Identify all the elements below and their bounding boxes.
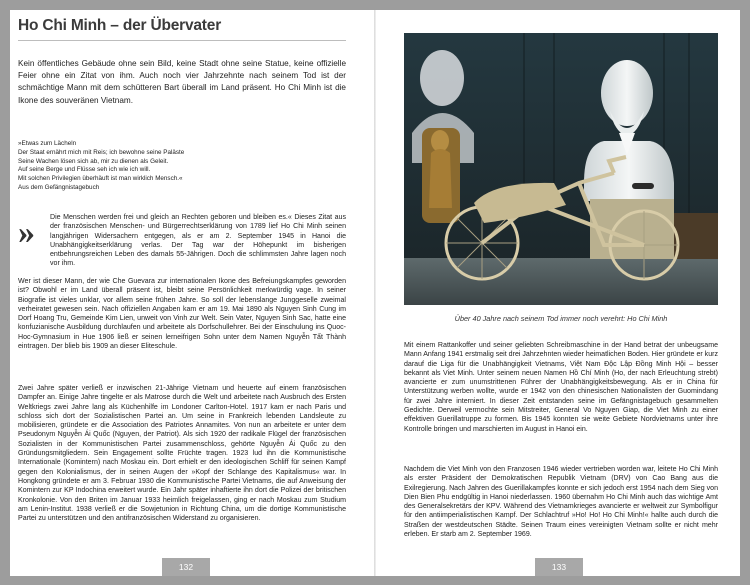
poem-line: Mit solchen Privilegien überhäuft ist man wirklich Mensch.« (18, 175, 183, 183)
body-paragraph-4: Mit einem Rattankoffer und seiner geliebten Schreibmaschine in der Hand betrat der unbeugsame Mann Anfang 1941 erstmalig seit drei Jahrzehnten wieder heimatlichen Boden. Hier gründete er kurz darauf die Liga für die Unabhängigkeit Vietnams, Việt Nam Độc Lập Đồng Minh Hội – besser bekannt als Viet Minh. Unter seinem neuen Namen Hồ Chí Minh (Ho, der nach Erleuchtung strebt) avancierte er zum unumstrittenen Führer der Unabhängigkeitsbewegung. Als er in China für Unterstützung werben wollte, wurde er 1942 von den chinesischen Nationalisten der Guomindang für zwei Jahre interniert. In dieser Zeit entstanden seine im Gefängnistagebuch gesammelten Gedichte. Derweil vermochte sein Mitstreiter, General Vo Nguyen Giap, die Viet Minh zu einer effektiven Guerillatruppe zu formen. Bis 1945 konnten sie weite Gebiete Nordvietnams unter ihre Kontrolle bringen und marschierten im August in Hanoi ein. (404, 342, 718, 433)
page-title: Ho Chi Minh – der Übervater (18, 17, 222, 34)
double-chevron-quote-icon: » (18, 214, 35, 251)
title-rule (18, 40, 346, 41)
photo-illustration (404, 33, 718, 305)
poem-line: Seine Wachen lösen sich ab, mir zu dienen als Geleit. (18, 157, 169, 165)
body-paragraph-5: Nachdem die Viet Minh von den Franzosen 1946 wieder vertrieben worden war, leitete Ho Chi Minh als erster Präsident der Demokratischen Republik Vietnam (DRV) von Cao Bang aus die Exilregierung. Nach Jahren des Guerillakampfes konnte er sich jedoch erst 1954 nach dem Sieg von Dien Bien Phu endgültig in Hanoi niederlassen. 1960 übernahm Ho Chi Minh auch das wichtige Amt des Generalsekretärs der KPV. Während des Vietnamkrieges avancierte er weltweit zur Symbolfigur für den antiimperialistischen Kampf. Der Schlachtruf »Ho! Ho! Ho Chi Minh!« hallte auch durch die Straßen der westdeutschen Städte. Seinen Traum eines vereinigten Vietnam sollte er nicht mehr erleben. Er starb am 2. September 1969. (404, 466, 718, 539)
body-paragraph-1: Die Menschen werden frei und gleich an Rechten geboren und bleiben es.« Dieses Zitat aus der französischen Menschen- und Bürgerrechtserklärung von 1789 lief Ho Chi Minh seinen langjährigen Widersachern entgegen, als er am 2. September 1945 in Hanoi die Unabhängigkeitserklärung verlas. Der Tag war der Höhepunkt im bisherigen entbehrungsreichen Leben des damals 55-Jährigen. Doch die schlimmsten Jahre lagen noch vor ihm. (50, 214, 346, 268)
ho-chi-minh-photo (404, 33, 718, 305)
page-number-left: 132 (162, 558, 210, 576)
intro-paragraph: Kein öffentliches Gebäude ohne sein Bild, keine Stadt ohne seine Statue, keine offizielle Feier ohne ein Zitat von ihm. Auch noch vier Jahrzehnte nach seinem Tod ist der schmächtige Mann mit dem schütteren Bart überall im Land präsent. Ho Chi Minh ist die Ikone des souveränen Vietnam. (18, 59, 346, 105)
poem-source: Aus dem Gefängnistagebuch (18, 183, 100, 191)
poem-block (18, 140, 346, 193)
body-paragraph-3: Zwei Jahre später verließ er inzwischen 21-Jährige Vietnam und heuerte auf einem französischen Dampfer an. Einige Jahre tingelte er als Matrose durch die Welt und arbeitete nach Ausbruch des Ersten Weltkriegs zwei Jahre lang als Küchenhilfe im Londoner Carlton-Hotel. 1917 kam er nach Paris und schloss sich dort der Sozialistischen Partei an. Um seine in Frankreich lebenden Landsleute zu mobilisieren, gründete er die Association des Patriotes Annamites. Von nun an arbeitete er unter dem Pseudonym Nguyễn Ái Quốc (Nguyen, der Patriot). Als sich 1920 der radikale Flügel der französischen Sozialisten in der Kommunistischen Partei zusammenschloss, gehörte Nguyễn Ái Quốc zu den Gründungsmitgliedern. Sein Engagement sollte Früchte tragen. 1923 lud ihn die Kommunistische Internationale (Komintern) nach Moskau ein. Dort erhielt er den ideologischen Schliff für seinen Kampf gegen den Kolonialismus, der in seinen Augen der »Kopf der Schlange des Kapitalismus« war. In Hongkong gründete er am 3. Februar 1930 die Kommunistische Partei Vietnams, die auf Anweisung der Komintern zur KP Indochina erweitert wurde. Ein Jahr später inhaftierte ihn dort die Polizei der britischen Kronkolonie. Von den Briten im Januar 1933 heimlich freigelassen, ging er nach Moskau zum Studium am Lenin-Institut. 1938 verließ er die Sowjetunion in Richtung China, um die dortige Kommunistische Partei zu unterstützen und den antifranzösischen Widerstand zu organisieren. (18, 385, 346, 523)
body-paragraph-2: Wer ist dieser Mann, der wie Che Guevara zur internationalen Ikone des Befreiungskampfes geworden ist? Obwohl er im Land überall präsent ist, bleibt seine Persönlichkeit merkwürdig vage. In seiner Biografie ist vieles unklar, vor allem seine frühen Jahre. So soll der lebenslange Junggeselle zweimal verheiratet gewesen sein. Nach offiziellen Angaben kam er am 19. Mai 1890 als Nguyen Sinh Cung im Dorf Hoang Tru, Gemeinde Kim Lien, unweit von Vinh zur Welt. Sein Vater, Nguyen Sinh Sac, hatte eine konfuzianische Ausbildung durchlaufen und arbeitete als Dorfschullehrer. Bei der Einschulung ins Quoc-Hoc-Gymnasium in Hue 1906 ließ er seinen lerneifrigen Sohn unter dem Namen Nguyễn Tất Thành eintragen. Der blieb bis 1909 an dieser Eliteschule. (18, 278, 346, 351)
photo-caption: Über 40 Jahre nach seinem Tod immer noch verehrt: Ho Chi Minh (454, 314, 668, 323)
poem-line: Der Staat ernährt mich mit Reis; ich bewohne seine Paläste (18, 148, 185, 156)
poem-line: »Etwas zum Lächeln (18, 140, 77, 147)
page-number-right: 133 (535, 558, 583, 576)
poem-line: Auf seine Berge und Flüsse seh ich wie ich will. (18, 166, 151, 174)
